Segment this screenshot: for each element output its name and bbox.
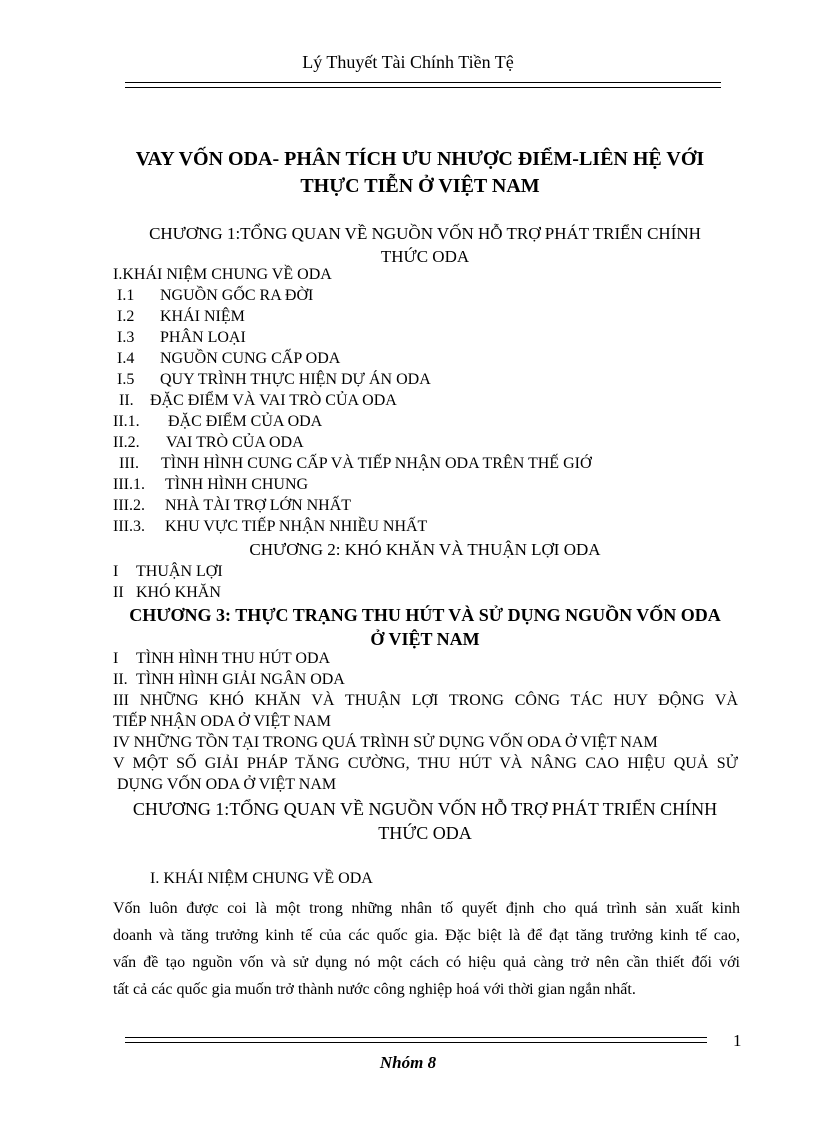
header-double-rule [125,82,721,88]
body-chapter-1-line-2: THỨC ODA [378,823,472,843]
page-header-title: Lý Thuyết Tài Chính Tiền Tệ [302,52,514,72]
toc-item-text: THUẬN LỢI [136,563,223,580]
toc-item-number: I.3 [117,329,135,346]
body-chapter-1-heading [110,797,740,845]
toc-item [113,561,743,582]
toc-item-text: KHÁI NIỆM CHUNG VỀ ODA [122,266,332,283]
toc-item-text: KHÁI NIỆM [160,308,245,325]
toc-item-text: QUY TRÌNH THỰC HIỆN DỰ ÁN ODA [160,371,431,388]
toc-item-number: I. [113,266,123,283]
toc-item-text: ĐẶC ĐIỂM VÀ VAI TRÒ CỦA ODA [150,392,397,409]
toc-item [113,516,743,537]
toc-item [117,369,747,390]
toc-item-number: III.3. [113,518,145,535]
toc-item-number: II.2. [113,434,140,451]
toc-item-number: II [113,584,124,601]
page-number: 1 [733,1031,742,1050]
toc-item [117,285,747,306]
paragraph-line: Vốn luôn được coi là một trong những nhân tố quyết định cho quá trình sản xuất kinh [113,900,740,917]
toc-item [113,495,743,516]
section-heading: I. KHÁI NIỆM CHUNG VỀ ODA [150,870,373,887]
paragraph-line: vấn đề tạo nguồn vốn và sử dụng nó một cách có hiệu quả càng trở nên cần thiết đối với [113,954,740,971]
toc-item-number: III.2. [113,497,145,514]
toc-chapter-1-line-2: THỨC ODA [380,247,470,266]
toc-item-text: NGUỒN GỐC RA ĐỜI [160,287,314,304]
toc-item-text: TÌNH HÌNH CHUNG [165,476,309,493]
toc-chapter-3-line-2: Ở VIỆT NAM [370,629,480,649]
toc-item-wrapped-line: V MỘT SỐ GIẢI PHÁP TĂNG CƯỜNG, THU HÚT VÀ NÂNG CAO HIỆU QUẢ SỬ [113,755,738,772]
toc-item-text: TÌNH HÌNH THU HÚT ODA [136,650,331,667]
toc-item [113,648,743,669]
toc-item [119,390,749,411]
toc-item-wrapped-line: DỤNG VỐN ODA Ở VIỆT NAM [117,776,337,793]
toc-item-text: VAI TRÒ CỦA ODA [166,434,304,451]
toc-item-number: I.1 [117,287,135,304]
toc-item-number: I.2 [117,308,135,325]
toc-item-number: III.1. [113,476,145,493]
toc-chapter-3-line-1: CHƯƠNG 3: THỰC TRẠNG THU HÚT VÀ SỬ DỤNG NGUỒN VỐN ODA [129,605,721,625]
toc-item-text: KHÓ KHĂN [136,584,221,601]
toc-chapter-1-line-1: CHƯƠNG 1:TỔNG QUAN VỀ NGUỒN VỐN HỖ TRỢ PHÁT TRIỂN CHÍNH [149,224,701,243]
toc-item [117,306,747,327]
toc-chapter-1-heading [110,222,740,268]
toc-item-text: ĐẶC ĐIỂM CỦA ODA [168,413,323,430]
document-title [110,146,730,200]
toc-item [119,453,749,474]
toc-item-number: III. [119,455,139,472]
toc-chapter-3-heading [110,603,740,651]
footer-double-rule [125,1037,707,1043]
footer-group-label: Nhóm 8 [379,1053,437,1072]
document-title-line-1: VAY VỐN ODA- PHÂN TÍCH ƯU NHƯỢC ĐIỂM-LIÊN HỆ VỚI [135,148,705,170]
toc-item-number: I [113,650,119,667]
toc-item-text: NHÀ TÀI TRỢ LỚN NHẤT [165,497,352,514]
toc-item-number: I [113,563,119,580]
toc-item-text: TÌNH HÌNH GIẢI NGÂN ODA [136,671,345,688]
toc-item-number: I.5 [117,371,135,388]
toc-item [117,327,747,348]
toc-item-wrapped-line: TIẾP NHẬN ODA Ở VIỆT NAM [113,713,331,730]
toc-item-text: TÌNH HÌNH CUNG CẤP VÀ TIẾP NHẬN ODA TRÊN THẾ GIỚ [161,455,592,472]
toc-item [117,348,747,369]
toc-item-text: NGUỒN CUNG CẤP ODA [160,350,341,367]
toc-item [113,474,743,495]
toc-item [113,264,743,285]
toc-item [113,669,743,690]
toc-item [113,411,743,432]
toc-item-wrapped-line: III NHỮNG KHÓ KHĂN VÀ THUẬN LỢI TRONG CÔNG TÁC HUY ĐỘNG VÀ [113,692,738,709]
toc-item-number: II.1. [113,413,140,430]
toc-item [113,582,743,603]
document-title-line-2: THỰC TIỄN Ở VIỆT NAM [300,175,540,197]
toc-item-number: II. [113,671,128,688]
toc-item-text: KHU VỰC TIẾP NHẬN NHIỀU NHẤT [165,518,428,535]
paragraph-line: doanh và tăng trưởng kinh tế của các quốc gia. Đặc biệt là để đạt tăng trưởng kinh tế cao, [113,927,740,944]
toc-item [113,432,743,453]
toc-chapter-2-heading: CHƯƠNG 2: KHÓ KHĂN VÀ THUẬN LỢI ODA [249,540,601,559]
toc-item: IV NHỮNG TỒN TẠI TRONG QUÁ TRÌNH SỬ DỤNG VỐN ODA Ở VIỆT NAM [113,734,658,751]
paragraph-line: tất cả các quốc gia muốn trở thành nước công nghiệp hoá với thời gian ngắn nhất. [113,981,636,998]
toc-item-number: II. [119,392,134,409]
toc-item-number: I.4 [117,350,135,367]
body-chapter-1-line-1: CHƯƠNG 1:TỔNG QUAN VỀ NGUỒN VỐN HỖ TRỢ PHÁT TRIỂN CHÍNH [132,799,718,819]
toc-item-text: PHÂN LOẠI [160,329,246,346]
